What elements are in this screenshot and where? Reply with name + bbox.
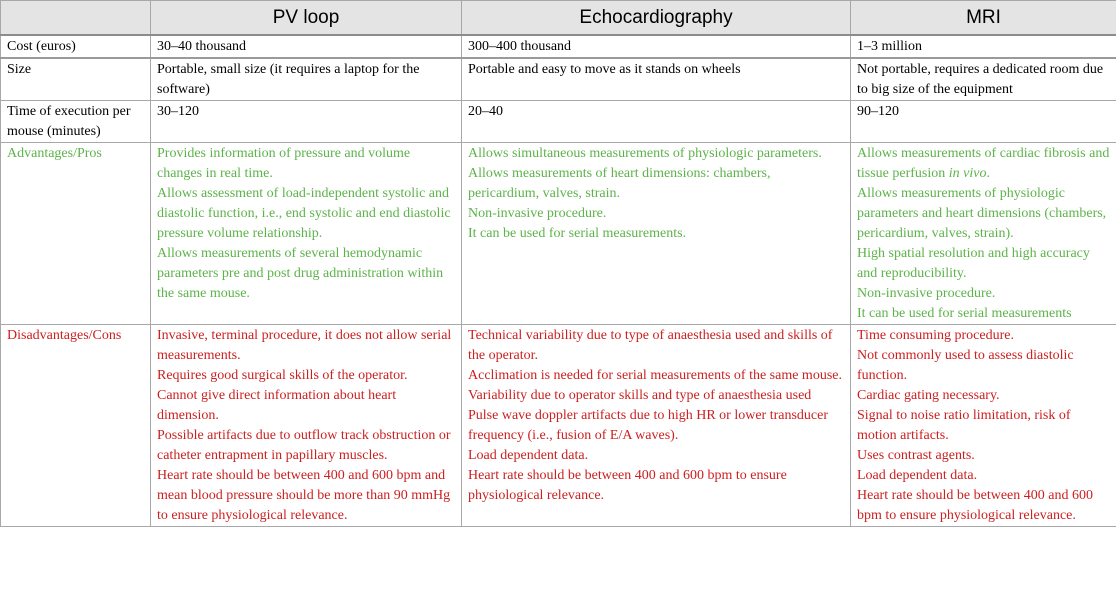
row-pros xyxy=(1,143,1116,325)
cons-pv-item: Invasive, terminal procedure, it does not allow serial measurements. xyxy=(157,328,452,363)
pros-mri-item: High spatial resolution and high accuracy and reproducibility. xyxy=(857,246,1090,281)
cell-time-mri: 90–120 xyxy=(851,101,1116,143)
cons-mri-item: Signal to noise ratio limitation, risk of motion artifacts. xyxy=(857,408,1071,443)
header-blank-cell xyxy=(1,1,151,36)
cons-mri-item: Uses contrast agents. xyxy=(857,448,975,463)
header-echocardiography: Echocardiography xyxy=(462,1,851,36)
cell-pros-mri xyxy=(851,143,1116,325)
pros-echo-item: Non-invasive procedure. xyxy=(468,206,607,221)
pros-mri-item-italic: in vivo xyxy=(948,166,987,181)
row-label-cost: Cost (euros) xyxy=(1,35,151,58)
row-label-pros: Advantages/Pros xyxy=(1,143,151,325)
row-label-cons: Disadvantages/Cons xyxy=(1,325,151,527)
pros-pv-item: Allows assessment of load-independent systolic and diastolic function, i.e., end systolic and end diastolic pressure volume relationship. xyxy=(157,186,451,241)
cell-size-mri: Not portable, requires a dedicated room due to big size of the equipment xyxy=(851,58,1116,101)
cell-size-echo: Portable and easy to move as it stands on wheels xyxy=(462,58,851,101)
header-pv-loop: PV loop xyxy=(151,1,462,36)
pros-echo-item: Allows simultaneous measurements of physiologic parameters. xyxy=(468,146,822,161)
cons-mri-item: Cardiac gating necessary. xyxy=(857,388,1000,403)
row-label-size: Size xyxy=(1,58,151,101)
cons-mri-item: Heart rate should be between 400 and 600 bpm to ensure physiological relevance. xyxy=(857,488,1093,523)
row-time xyxy=(1,101,1116,143)
cell-pros-echo xyxy=(462,143,851,325)
cell-cost-pv: 30–40 thousand xyxy=(151,35,462,58)
cell-cons-echo xyxy=(462,325,851,527)
cons-echo-item: Heart rate should be between 400 and 600 bpm to ensure physiological relevance. xyxy=(468,468,787,503)
cell-size-pv: Portable, small size (it requires a laptop for the software) xyxy=(151,58,462,101)
pros-pv-item: Allows measurements of several hemodynamic parameters pre and post drug administration within the same mouse. xyxy=(157,246,444,301)
row-size xyxy=(1,58,1116,101)
cell-cost-mri: 1–3 million xyxy=(851,35,1116,58)
pros-mri-item-text: Allows measurements of cardiac fibrosis and tissue perfusion xyxy=(857,146,1110,181)
cons-pv-item: Heart rate should be between 400 and 600 bpm and mean blood pressure should be more than 90 mmHg to ensure physiological relevance. xyxy=(157,468,451,523)
pros-mri-item-end: . xyxy=(986,166,990,181)
row-cons xyxy=(1,325,1116,527)
header-row xyxy=(1,1,1116,36)
cell-cost-echo: 300–400 thousand xyxy=(462,35,851,58)
pros-mri-item: Allows measurements of physiologic parameters and heart dimensions (chambers, pericardium, valves, strain). xyxy=(857,186,1107,241)
pros-echo-item: It can be used for serial measurements. xyxy=(468,226,687,241)
cons-echo-item: Load dependent data. xyxy=(468,448,589,463)
cell-pros-pv xyxy=(151,143,462,325)
row-cost xyxy=(1,35,1116,58)
pros-mri-item: It can be used for serial measurements xyxy=(857,306,1072,321)
header-mri: MRI xyxy=(851,1,1116,36)
cons-echo-item: Acclimation is needed for serial measurements of the same mouse. xyxy=(468,368,842,383)
cons-mri-item: Not commonly used to assess diastolic function. xyxy=(857,348,1074,383)
cell-time-pv: 30–120 xyxy=(151,101,462,143)
cons-echo-item: Technical variability due to type of anaesthesia used and skills of the operator. xyxy=(468,328,833,363)
pros-mri-item: Non-invasive procedure. xyxy=(857,286,996,301)
cell-cons-mri xyxy=(851,325,1116,527)
pros-mri-item xyxy=(857,144,1111,184)
pros-echo-item: Allows measurements of heart dimensions: chambers, pericardium, valves, strain. xyxy=(468,166,771,201)
cons-mri-item: Load dependent data. xyxy=(857,468,978,483)
row-label-time: Time of execution per mouse (minutes) xyxy=(1,101,151,143)
cell-time-echo: 20–40 xyxy=(462,101,851,143)
cons-echo-item: Variability due to operator skills and type of anaesthesia used Pulse wave doppler artifacts due to high HR or lower transducer frequency (i.e., fusion of E/A waves). xyxy=(468,388,829,443)
cons-pv-item: Requires good surgical skills of the operator. xyxy=(157,368,408,383)
cell-cons-pv xyxy=(151,325,462,527)
pros-pv-item: Provides information of pressure and volume changes in real time. xyxy=(157,146,411,181)
cons-pv-item: Possible artifacts due to outflow track obstruction or catheter entrapment in papillary muscles. xyxy=(157,428,451,463)
cons-mri-item: Time consuming procedure. xyxy=(857,328,1014,343)
cons-pv-item: Cannot give direct information about heart dimension. xyxy=(157,388,397,423)
